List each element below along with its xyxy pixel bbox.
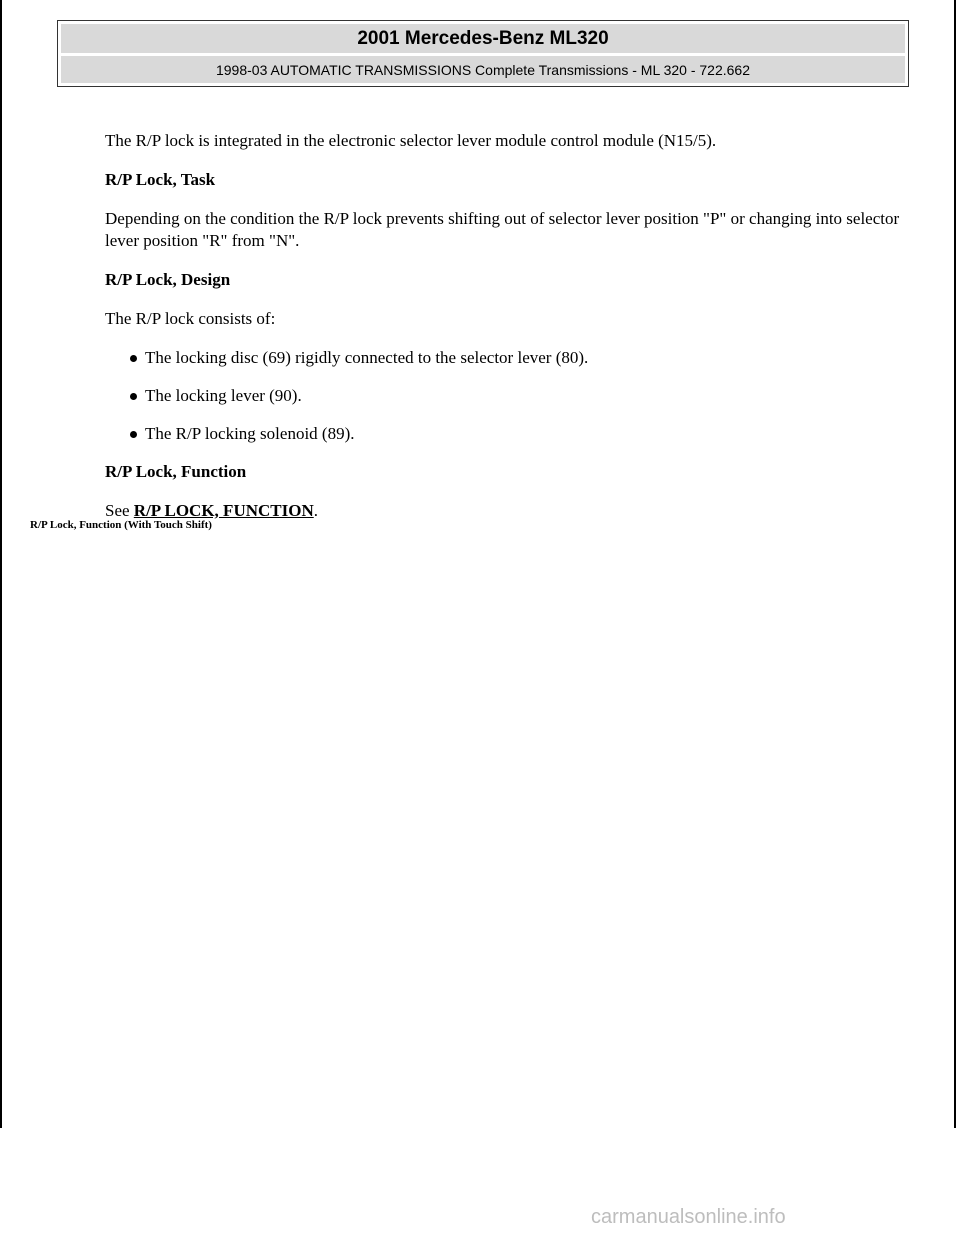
site-watermark: carmanualsonline.info [591, 1206, 786, 1228]
header-subtitle: 1998-03 AUTOMATIC TRANSMISSIONS Complete Transmissions - ML 320 - 722.662 [61, 56, 905, 83]
bullet-icon [130, 355, 137, 362]
intro-paragraph: The R/P lock is integrated in the electronic selector lever module control module (N15/5). [105, 131, 717, 150]
see-reference [105, 500, 905, 522]
page-border-right [954, 0, 956, 1128]
design-heading: R/P Lock, Design [105, 270, 231, 289]
design-intro: The R/P lock consists of: [105, 309, 276, 328]
task-paragraph: Depending on the condition the R/P lock prevents shifting out of selector lever position "P" or changing into selector lever position "R" from "N". [105, 209, 900, 250]
document-body [105, 130, 905, 539]
next-section-heading: R/P Lock, Function (With Touch Shift) [30, 519, 212, 531]
header-title: 2001 Mercedes-Benz ML320 [61, 24, 905, 53]
document-header [57, 20, 909, 87]
design-list [105, 347, 905, 445]
bullet-icon [130, 431, 137, 438]
list-item [129, 385, 905, 407]
list-item-text: The R/P locking solenoid (89). [145, 424, 355, 443]
rp-lock-function-link[interactable]: R/P LOCK, FUNCTION [133, 501, 314, 520]
list-item-text: The locking lever (90). [145, 386, 302, 405]
see-suffix: . [313, 501, 318, 520]
list-item-text: The locking disc (69) rigidly connected to the selector lever (80). [145, 348, 589, 367]
task-heading: R/P Lock, Task [105, 170, 216, 189]
page-border-left [0, 0, 2, 1128]
bullet-icon [130, 393, 137, 400]
function-heading: R/P Lock, Function [105, 462, 247, 481]
list-item [129, 423, 905, 445]
see-prefix: See [105, 501, 134, 520]
list-item [129, 347, 905, 369]
